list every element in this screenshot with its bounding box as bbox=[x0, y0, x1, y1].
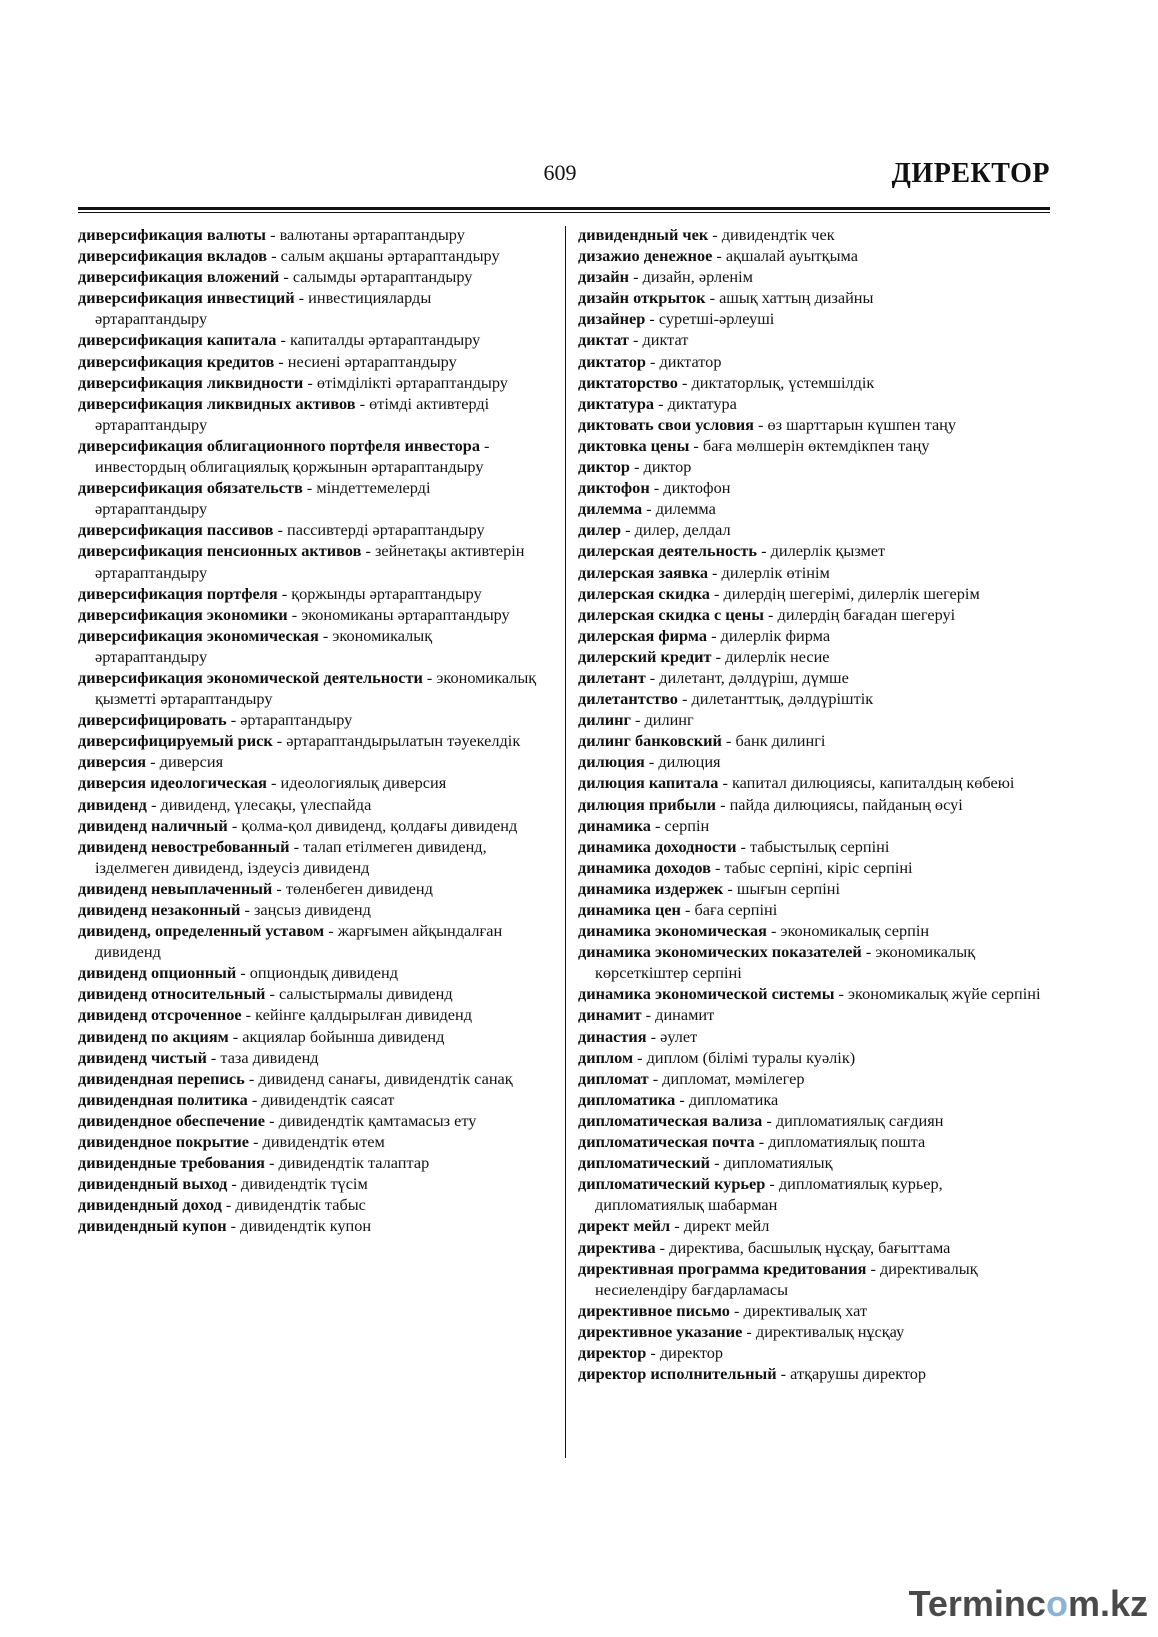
entry-term: директор bbox=[578, 1342, 647, 1362]
watermark-middle: erminc bbox=[927, 1583, 1046, 1624]
entry-definition: өз шарттарын күшпен таңу bbox=[767, 414, 957, 434]
dictionary-entry: диверсификация вложений - салымды әртараптандыру bbox=[78, 267, 473, 287]
dictionary-entry: диктовать свои условия - өз шарттарын күшпен таңу bbox=[578, 414, 957, 434]
entry-definition: диплом (білімі туралы куәлік) bbox=[646, 1047, 856, 1067]
watermark-ring: o bbox=[1045, 1583, 1068, 1624]
dictionary-entry: дивидендный выход - дивидендтік түсім bbox=[78, 1174, 368, 1194]
entry-term: дипломат bbox=[578, 1068, 649, 1088]
entry-term: дилемма bbox=[578, 499, 643, 519]
dictionary-entry: диверсифицировать - әртараптандыру bbox=[78, 710, 353, 730]
entry-definition: несиені әртараптандыру bbox=[287, 351, 457, 371]
dictionary-entry: директ мейл - директ мейл bbox=[578, 1216, 770, 1236]
dictionary-entry: дивиденд наличный - қолма-қол дивиденд, қолдағы дивиденд bbox=[78, 815, 518, 835]
dictionary-entry: дилерский кредит - дилерлік несие bbox=[578, 646, 830, 666]
entry-term: дивиденд относительный bbox=[78, 984, 266, 1004]
entry-term: динамика доходности bbox=[578, 836, 737, 856]
dictionary-entry: дивидендный доход - дивидендтік табыс bbox=[78, 1195, 366, 1215]
dictionary-entry: дивиденд - дивиденд, үлесақы, үлеспайда bbox=[78, 794, 372, 814]
entry-term: диверсификация экономическая bbox=[78, 625, 319, 645]
entry-term: диктатор bbox=[578, 351, 646, 371]
entry-definition: дипломатиялық курьер, дипломатиялық шабарман bbox=[595, 1174, 943, 1215]
dictionary-entry: дивидендная политика - дивидендтік саясат bbox=[78, 1089, 395, 1109]
entry-term: дизажио денежное bbox=[578, 246, 713, 266]
entry-definition: дилетант, дәлдүріш, дүмше bbox=[659, 667, 849, 687]
entry-term: дипломатика bbox=[578, 1089, 676, 1109]
dictionary-entry: дивиденд по акциям - акциялар бойынша дивиденд bbox=[78, 1026, 445, 1046]
entry-definition: баға серпіні bbox=[694, 900, 778, 919]
entry-definition: дивиденд санағы, дивидендтік санақ bbox=[258, 1068, 513, 1088]
entry-definition: дилердің бағадан шегеруі bbox=[777, 604, 956, 624]
entry-term: дилерская скидка с цены bbox=[578, 604, 764, 624]
entry-term: дивиденд незаконный bbox=[78, 900, 241, 919]
entry-definition: таза дивиденд bbox=[220, 1047, 319, 1067]
entry-term: диктофон bbox=[578, 478, 650, 498]
entry-definition: инвестицияларды әртараптандыру bbox=[95, 288, 432, 329]
entry-definition: дипломатиялық пошта bbox=[768, 1132, 926, 1152]
entry-term: динамика издержек bbox=[578, 878, 724, 898]
entry-definition: дивидендтік саясат bbox=[261, 1089, 395, 1109]
entry-definition: суретші-әрлеуші bbox=[658, 309, 775, 329]
entry-term: дилерская деятельность bbox=[578, 541, 758, 561]
dictionary-entry: диверсификация валюты - валютаны әртараптандыру bbox=[78, 225, 465, 244]
dictionary-entry: дипломатический курьер - дипломатиялық курьер, дипломатиялық шабарман bbox=[578, 1174, 943, 1215]
entry-term: директор исполнительный bbox=[578, 1364, 777, 1384]
entry-term: диктаторство bbox=[578, 372, 678, 392]
entry-definition: атқарушы директор bbox=[790, 1364, 927, 1384]
dictionary-entry: динамика цен - баға серпіні bbox=[578, 900, 778, 919]
entry-definition: дизайн, әрленім bbox=[642, 267, 753, 287]
entry-definition: валютаны әртараптандыру bbox=[279, 225, 465, 244]
termincom-watermark bbox=[909, 1583, 1148, 1625]
dictionary-entry: диверсифицируемый риск - әртараптандырылатын тәуекелдік bbox=[78, 731, 521, 751]
entry-term: директивное указание bbox=[578, 1321, 743, 1341]
entry-term: династия bbox=[578, 1026, 647, 1046]
dictionary-entry: дипломатический - дипломатиялық bbox=[578, 1153, 833, 1173]
entry-definition: шығын серпіні bbox=[736, 878, 841, 898]
entry-definition: диктор bbox=[643, 457, 692, 477]
entry-definition: төленбеген дивиденд bbox=[285, 878, 433, 898]
dictionary-entry: дилюция капитала - капитал дилюциясы, капиталдың көбеюі bbox=[578, 773, 1015, 793]
entry-term: диктовка цены bbox=[578, 435, 690, 455]
entry-definition: экономиканы әртараптандыру bbox=[301, 604, 510, 624]
entry-definition: опциондық дивиденд bbox=[249, 963, 399, 983]
dictionary-entry: дилемма - дилемма bbox=[578, 499, 716, 519]
header-rule-thin bbox=[78, 212, 1050, 213]
dictionary-entry: диверсификация обязательств - міндеттемелерді әртараптандыру bbox=[78, 478, 431, 519]
dictionary-entry: динамика издержек - шығын серпіні bbox=[578, 878, 841, 898]
entry-definition: өтімділікті әртараптандыру bbox=[316, 372, 508, 392]
entry-term: диверсификация пенсионных активов bbox=[78, 541, 362, 561]
entry-definition: капитал дилюциясы, капиталдың көбеюі bbox=[731, 773, 1015, 793]
entry-definition: директ мейл bbox=[683, 1216, 770, 1236]
dictionary-entry: диктаторство - диктаторлық, үстемшілдік bbox=[578, 372, 875, 392]
dictionary-entry: диктатура - диктатура bbox=[578, 393, 737, 413]
dictionary-entry: динамика - серпін bbox=[578, 815, 710, 835]
entry-definition: дивидендтік чек bbox=[721, 225, 835, 244]
dictionary-entry: диктофон - диктофон bbox=[578, 478, 731, 498]
entry-definition: дилерлік фирма bbox=[720, 625, 831, 645]
right-column bbox=[578, 224, 1053, 1384]
dictionary-entry: диплом - диплом (білімі туралы куәлік) bbox=[578, 1047, 856, 1067]
entry-definition: өтімді активтерді әртараптандыру bbox=[95, 393, 490, 434]
dictionary-entry: дилетант - дилетант, дәлдүріш, дүмше bbox=[578, 667, 849, 687]
entry-term: дилинг банковский bbox=[578, 731, 722, 751]
entry-definition: дилерлік несие bbox=[725, 646, 830, 666]
dictionary-entry: диверсификация пенсионных активов - зейнетақы активтерін әртараптандыру bbox=[78, 541, 525, 582]
entry-term: дивиденд невыплаченный bbox=[78, 878, 273, 898]
dictionary-entry: динамика экономическая - экономикалық серпін bbox=[578, 921, 930, 941]
entry-definition: капиталды әртараптандыру bbox=[290, 330, 481, 350]
dictionary-entry: дизайн - дизайн, әрленім bbox=[578, 267, 753, 287]
entry-definition: директивалық нұсқау bbox=[755, 1321, 905, 1341]
dictionary-entry: диверсия - диверсия bbox=[78, 752, 224, 772]
dictionary-entry: директивное указание - директивалық нұсқау bbox=[578, 1321, 905, 1341]
entry-term: динамика цен bbox=[578, 900, 681, 919]
dictionary-entry: диктовка цены - баға мөлшерін өктемдікпен таңу bbox=[578, 435, 930, 455]
entry-definition: акциялар бойынша дивиденд bbox=[242, 1026, 445, 1046]
entry-term: дивидендное обеспечение bbox=[78, 1110, 266, 1130]
entry-definition: динамит bbox=[655, 1005, 715, 1025]
entry-definition: баға мөлшерін өктемдікпен таңу bbox=[702, 435, 930, 455]
dictionary-entry: диверсификация инвестиций - инвестицияларды әртараптандыру bbox=[78, 288, 432, 329]
dictionary-entry: диверсификация капитала - капиталды әртараптандыру bbox=[78, 330, 481, 350]
entry-term: дивидендный купон bbox=[78, 1216, 227, 1236]
entry-term: дилерский кредит bbox=[578, 646, 712, 666]
entry-term: дипломатическая почта bbox=[578, 1132, 755, 1152]
entry-definition: салыстырмалы дивиденд bbox=[279, 984, 453, 1004]
entry-definition: дилерлік өтінім bbox=[721, 562, 830, 582]
dictionary-entry: дивиденд чистый - таза дивиденд bbox=[78, 1047, 319, 1067]
entry-definition: дивидендтік талаптар bbox=[278, 1153, 430, 1173]
entry-term: диверсия идеологическая bbox=[78, 773, 267, 793]
entry-term: дивиденд bbox=[78, 794, 147, 814]
entry-definition: дивидендтік табыс bbox=[235, 1195, 366, 1215]
dictionary-entry: дизайн открыток - ашық хаттың дизайны bbox=[578, 288, 874, 308]
dictionary-entry: директива - директива, басшылық нұсқау, бағыттама bbox=[578, 1237, 951, 1257]
entry-term: динамика экономическая bbox=[578, 921, 767, 941]
dictionary-entry: дипломат - дипломат, мәмілегер bbox=[578, 1068, 805, 1088]
dictionary-entry: дивидендный чек - дивидендтік чек bbox=[578, 225, 835, 244]
page-number: 609 bbox=[543, 160, 577, 185]
dictionary-entry: дилер - дилер, делдал bbox=[578, 520, 731, 540]
entry-term: динамика доходов bbox=[578, 857, 711, 877]
entry-definition: жарғымен айқындалған дивиденд bbox=[95, 921, 503, 962]
entry-definition: пассивтерді әртараптандыру bbox=[287, 520, 485, 540]
entry-term: дипломатическая вализа bbox=[578, 1110, 763, 1130]
entry-definition: экономикалық әртараптандыру bbox=[95, 625, 433, 666]
entry-definition: қоржынды әртараптандыру bbox=[291, 583, 482, 603]
dictionary-entry: дивидендное обеспечение - дивидендтік қамтамасыз ету bbox=[78, 1110, 477, 1130]
entry-definition: диктофон bbox=[663, 478, 731, 498]
dictionary-entry: дилерская скидка с цены - дилердің бағадан шегеруі bbox=[578, 604, 956, 624]
entry-term: диверсификация вложений bbox=[78, 267, 280, 287]
entry-term: дилинг bbox=[578, 710, 631, 730]
entry-term: диверсификация вкладов bbox=[78, 246, 268, 266]
entry-term: диверсификация ликвидных активов bbox=[78, 393, 356, 413]
entry-definition: пайда дилюциясы, пайданың өсуі bbox=[729, 794, 963, 814]
entry-definition: кейінге қалдырылған дивиденд bbox=[255, 1005, 473, 1025]
entry-term: дилетантство bbox=[578, 689, 678, 709]
entry-term: диверсификация экономической деятельности bbox=[78, 667, 423, 687]
header-rule-thick bbox=[78, 207, 1050, 210]
entry-term: дилетант bbox=[578, 667, 646, 687]
dictionary-entry: диверсификация пассивов - пассивтерді әртараптандыру bbox=[78, 520, 485, 540]
entry-term: директ мейл bbox=[578, 1216, 671, 1236]
entry-term: дивиденд наличный bbox=[78, 815, 228, 835]
dictionary-entry: дивидендная перепись - дивиденд санағы, дивидендтік санақ bbox=[78, 1068, 513, 1088]
entry-term: директивная программа кредитования bbox=[578, 1258, 867, 1278]
entry-definition: экономикалық қызметті әртараптандыру bbox=[95, 667, 537, 709]
entry-term: директива bbox=[578, 1237, 656, 1257]
dictionary-entry: дипломатическая вализа - дипломатиялық сағдиян bbox=[578, 1110, 944, 1130]
dictionary-entry: директор - директор bbox=[578, 1342, 724, 1362]
entry-term: динамика экономической системы bbox=[578, 984, 835, 1004]
entry-term: дилюция bbox=[578, 752, 645, 772]
entry-term: диверсификация капитала bbox=[78, 330, 277, 350]
dictionary-entry: динамика доходов - табыс серпіні, кіріс серпіні bbox=[578, 857, 913, 877]
entry-term: дивидендный доход bbox=[78, 1195, 222, 1215]
entry-term: дипломатический курьер bbox=[578, 1174, 766, 1194]
entry-term: дилерская фирма bbox=[578, 625, 707, 645]
entry-term: диверсификация обязательств bbox=[78, 478, 303, 498]
entry-definition: дилюция bbox=[658, 752, 721, 772]
entry-term: дилюция капитала bbox=[578, 773, 719, 793]
dictionary-entry: дилерская деятельность - дилерлік қызмет bbox=[578, 541, 886, 561]
entry-term: дивиденд по акциям bbox=[78, 1026, 229, 1046]
entry-term: диверсифицировать bbox=[78, 710, 227, 730]
entry-definition: дивиденд, үлесақы, үлеспайда bbox=[160, 794, 372, 814]
dictionary-entry: диверсификация вкладов - салым ақшаны әртараптандыру bbox=[78, 246, 500, 266]
dictionary-entry: диверсификация экономики - экономиканы әртараптандыру bbox=[78, 604, 510, 624]
entry-term: директивное письмо bbox=[578, 1300, 730, 1320]
dictionary-entry: диверсия идеологическая - идеологиялық диверсия bbox=[78, 773, 447, 793]
entry-definition: серпін bbox=[664, 815, 710, 835]
entry-definition: диктат bbox=[642, 330, 689, 350]
running-head: ДИРЕКТОР bbox=[891, 158, 1050, 189]
entry-definition: талап етілмеген дивиденд, ізделмеген дивиденд, іздеусіз дивиденд bbox=[95, 836, 487, 877]
watermark-suffix: m.kz bbox=[1067, 1583, 1148, 1624]
entry-term: диктор bbox=[578, 457, 630, 477]
entry-term: дипломатический bbox=[578, 1153, 711, 1173]
dictionary-entry: дилерская скидка - дилердің шегерімі, дилерлік шегерім bbox=[578, 583, 980, 603]
dictionary-entry: дивиденд отсроченное - кейінге қалдырылған дивиденд bbox=[78, 1005, 473, 1025]
dictionary-entry: директивная программа кредитования - директивалық несиелендіру бағдарламасы bbox=[578, 1258, 978, 1299]
entry-definition: диктатор bbox=[659, 351, 722, 371]
entry-term: дивидендный чек bbox=[578, 225, 709, 244]
dictionary-entry: диверсификация ликвидных активов - өтімді активтерді әртараптандыру bbox=[78, 393, 490, 434]
entry-term: диверсификация ликвидности bbox=[78, 372, 304, 392]
entry-definition: дилерлік қызмет bbox=[770, 541, 886, 561]
dictionary-entry: дивиденд невыплаченный - төленбеген дивиденд bbox=[78, 878, 433, 898]
entry-term: дизайн открыток bbox=[578, 288, 706, 308]
entry-term: диктовать свои условия bbox=[578, 414, 754, 434]
entry-term: дивиденд отсроченное bbox=[78, 1005, 242, 1025]
entry-term: динамит bbox=[578, 1005, 642, 1025]
entry-definition: салым ақшаны әртараптандыру bbox=[280, 246, 500, 266]
entry-term: дивиденд невостребованный bbox=[78, 836, 290, 856]
entry-definition: дилер, делдал bbox=[634, 520, 731, 540]
entry-term: дивидендные требования bbox=[78, 1153, 265, 1173]
entry-definition: дивидендтік қамтамасыз ету bbox=[278, 1110, 477, 1130]
entry-term: диплом bbox=[578, 1047, 634, 1067]
entry-definition: әртараптандыру bbox=[240, 710, 353, 730]
entry-term: диверсифицируемый риск bbox=[78, 731, 273, 751]
entry-term: дизайн bbox=[578, 267, 630, 287]
dictionary-entry: дивидендные требования - дивидендтік талаптар bbox=[78, 1153, 430, 1173]
entry-definition: ақшалай ауытқыма bbox=[725, 246, 858, 266]
entry-definition: дипломатиялық bbox=[723, 1153, 833, 1173]
dictionary-entry: дилетантство - дилетанттық, дәлдүріштік bbox=[578, 689, 874, 709]
dictionary-entry: директор исполнительный - атқарушы директор bbox=[578, 1364, 927, 1384]
dictionary-entry: дилинг банковский - банк дилингі bbox=[578, 731, 826, 751]
dictionary-entry: дилинг - дилинг bbox=[578, 710, 694, 730]
entry-definition: директивалық несиелендіру бағдарламасы bbox=[595, 1258, 978, 1299]
dictionary-entry: диктатор - диктатор bbox=[578, 351, 722, 371]
entry-term: динамика bbox=[578, 815, 651, 835]
dictionary-entry: диверсификация ликвидности - өтімділікті әртараптандыру bbox=[78, 372, 508, 392]
dictionary-entry: дивиденд относительный - салыстырмалы дивиденд bbox=[78, 984, 453, 1004]
entry-definition: директор bbox=[659, 1342, 724, 1362]
dictionary-entry: дилюция - дилюция bbox=[578, 752, 721, 772]
entry-definition: идеологиялық диверсия bbox=[280, 773, 447, 793]
entry-definition: дилемма bbox=[655, 499, 716, 519]
dictionary-entry: диверсификация портфеля - қоржынды әртараптандыру bbox=[78, 583, 482, 603]
dictionary-entry: диверсификация облигационного портфеля инвестора - инвестордың облигациялық қоржынын әртараптандыру bbox=[78, 435, 490, 477]
entry-definition: экономикалық серпін bbox=[780, 921, 930, 941]
entry-definition: заңсыз дивиденд bbox=[253, 900, 371, 919]
entry-definition: диктатура bbox=[667, 393, 737, 413]
dictionary-entry: дипломатика - дипломатика bbox=[578, 1089, 779, 1109]
entry-term: дивиденд, определенный уставом bbox=[78, 921, 325, 941]
entry-term: диверсификация кредитов bbox=[78, 351, 275, 371]
dictionary-entry: директивное письмо - директивалық хат bbox=[578, 1300, 868, 1320]
entry-definition: инвестордың облигациялық қоржынын әртараптандыру bbox=[95, 457, 484, 477]
dictionary-entry: дипломатическая почта - дипломатиялық пошта bbox=[578, 1132, 926, 1152]
entry-term: диктатура bbox=[578, 393, 655, 413]
dictionary-entry: диверсификация экономическая - экономикалық әртараптандыру bbox=[78, 625, 433, 666]
dictionary-entry: диктор - диктор bbox=[578, 457, 692, 477]
entry-definition: зейнетақы активтерін әртараптандыру bbox=[95, 541, 525, 582]
entry-definition: экономикалық жүйе серпіні bbox=[848, 984, 1041, 1004]
entry-term: диверсификация облигационного портфеля инвестора bbox=[78, 435, 480, 455]
dictionary-entry: дивиденд опционный - опциондық дивиденд bbox=[78, 963, 399, 983]
dictionary-entry: диверсификация кредитов - несиені әртараптандыру bbox=[78, 351, 457, 371]
entry-term: диверсия bbox=[78, 752, 147, 772]
entry-definition: экономикалық көрсеткіштер серпіні bbox=[595, 942, 976, 983]
entry-definition: директивалық хат bbox=[743, 1300, 868, 1320]
dictionary-entry: дивидендное покрытие - дивидендтік өтем bbox=[78, 1132, 385, 1152]
entry-term: дизайнер bbox=[578, 309, 646, 329]
entry-term: динамика экономических показателей bbox=[578, 942, 862, 962]
entry-definition: банк дилингі bbox=[735, 731, 826, 751]
entry-definition: табыс серпіні, кіріс серпіні bbox=[724, 857, 913, 877]
entry-definition: дилердің шегерімі, дилерлік шегерім bbox=[723, 583, 980, 603]
entry-term: диктат bbox=[578, 330, 629, 350]
dictionary-entry: дивиденд невостребованный - талап етілмеген дивиденд, ізделмеген дивиденд, іздеусіз дивиденд bbox=[78, 836, 487, 877]
dictionary-entry: динамит - динамит bbox=[578, 1005, 715, 1025]
dictionary-entry: дилерская фирма - дилерлік фирма bbox=[578, 625, 831, 645]
entry-term: дивиденд чистый bbox=[78, 1047, 207, 1067]
entry-term: дилерская заявка bbox=[578, 562, 708, 582]
entry-definition: әртараптандырылатын тәуекелдік bbox=[286, 731, 521, 751]
dictionary-entry: диктат - диктат bbox=[578, 330, 689, 350]
entry-term: дилюция прибыли bbox=[578, 794, 717, 814]
entry-term: диверсификация валюты bbox=[78, 225, 267, 244]
dictionary-entry: динамика доходности - табыстылық серпіні bbox=[578, 836, 890, 856]
watermark-prefix: T bbox=[908, 1583, 928, 1624]
dictionary-entry: диверсификация экономической деятельности - экономикалық қызметті әртараптандыру bbox=[78, 667, 537, 709]
dictionary-entry: дизайнер - суретші-әрлеуші bbox=[578, 309, 775, 329]
entry-definition: қолма-қол дивиденд, қолдағы дивиденд bbox=[241, 815, 518, 835]
entry-term: дивидендный выход bbox=[78, 1174, 228, 1194]
entry-term: диверсификация инвестиций bbox=[78, 288, 295, 308]
entry-definition: дилинг bbox=[644, 710, 694, 730]
entry-definition: дипломатика bbox=[688, 1089, 779, 1109]
dictionary-entry: дивиденд незаконный - заңсыз дивиденд bbox=[78, 900, 371, 919]
entry-definition: дивидендтік түсім bbox=[240, 1174, 368, 1194]
dictionary-entry: дизажио денежное - ақшалай ауытқыма bbox=[578, 246, 858, 266]
entry-term: диверсификация экономики bbox=[78, 604, 288, 624]
entry-definition: әулет bbox=[660, 1026, 698, 1046]
dictionary-entry: дивидендный купон - дивидендтік купон bbox=[78, 1216, 372, 1236]
entry-definition: дивидендтік өтем bbox=[262, 1132, 385, 1152]
entry-term: диверсификация портфеля bbox=[78, 583, 278, 603]
column-divider bbox=[565, 226, 566, 1458]
entry-definition: дипломат, мәмілегер bbox=[662, 1068, 805, 1088]
dictionary-entry: династия - әулет bbox=[578, 1026, 698, 1046]
left-column bbox=[78, 224, 546, 1237]
entry-definition: табыстылық серпіні bbox=[750, 836, 890, 856]
entry-term: дивидендная политика bbox=[78, 1089, 248, 1109]
entry-definition: дивидендтік купон bbox=[240, 1216, 372, 1236]
dictionary-entry: динамика экономической системы - экономикалық жүйе серпіні bbox=[578, 984, 1041, 1004]
dictionary-entry: динамика экономических показателей - экономикалық көрсеткіштер серпіні bbox=[578, 942, 976, 983]
entry-definition: ашық хаттың дизайны bbox=[719, 288, 874, 308]
entry-definition: салымды әртараптандыру bbox=[292, 267, 473, 287]
entry-term: дивидендная перепись bbox=[78, 1068, 245, 1088]
entry-definition: диктаторлық, үстемшілдік bbox=[691, 372, 875, 392]
entry-definition: дилетанттық, дәлдүріштік bbox=[691, 689, 874, 709]
entry-definition: директива, басшылық нұсқау, бағыттама bbox=[669, 1237, 951, 1257]
entry-term: диверсификация пассивов bbox=[78, 520, 274, 540]
entry-term: дивиденд опционный bbox=[78, 963, 237, 983]
dictionary-entry: дивиденд, определенный уставом - жарғымен айқындалған дивиденд bbox=[78, 921, 503, 962]
entry-term: дивидендное покрытие bbox=[78, 1132, 249, 1152]
entry-definition: диверсия bbox=[159, 752, 224, 772]
dictionary-entry: дилюция прибыли - пайда дилюциясы, пайданың өсуі bbox=[578, 794, 963, 814]
entry-term: дилер bbox=[578, 520, 622, 540]
entry-definition: дипломатиялық сағдиян bbox=[775, 1110, 944, 1130]
entry-term: дилерская скидка bbox=[578, 583, 710, 603]
dictionary-entry: дилерская заявка - дилерлік өтінім bbox=[578, 562, 830, 582]
entry-definition: міндеттемелерді әртараптандыру bbox=[95, 478, 431, 519]
